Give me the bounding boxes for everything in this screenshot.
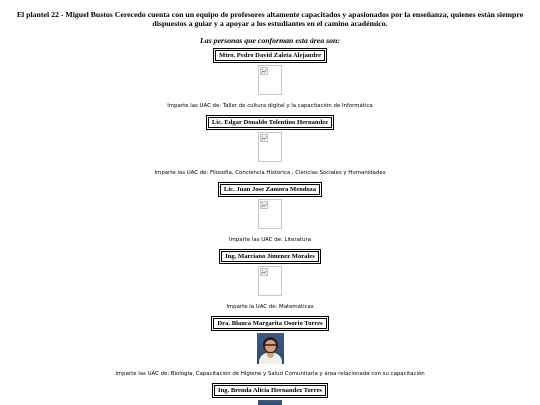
staff-subjects: Imparte la UAC de: Matemáticas <box>226 304 314 310</box>
staff-member <box>0 117 540 177</box>
staff-member <box>0 251 540 311</box>
intro-line-2: dispuestos a guiar y a apoyar a los estudiantes en el camino académico. <box>152 19 388 28</box>
staff-name: Lic. Juan Jose Zamora Mendoza <box>220 184 320 195</box>
broken-image-icon <box>260 268 268 276</box>
staff-subjects: Imparte las UAC de: Biología, Capacitación de Higiene y Salud Comunitaria y área relacionada con su capacitación <box>115 371 425 377</box>
staff-subjects: Imparte las UAC de: Filosofía, Conciencia Histórica , Ciencias Sociales y Humanidades <box>154 170 386 176</box>
staff-name: Ing. Brenda Alicia Hernandez Torres <box>214 385 326 396</box>
staff-name: Mtro. Pedro David Zaleta Alejandre <box>215 50 325 61</box>
broken-image-icon <box>258 132 282 162</box>
broken-image-icon <box>258 266 282 296</box>
staff-subjects: Imparte las UAC de: Taller de cultura digital y la capacitación de Informática <box>167 103 373 109</box>
broken-image-icon <box>260 134 268 142</box>
broken-image-icon <box>258 199 282 229</box>
staff-member <box>0 385 540 405</box>
staff-photo <box>257 333 284 364</box>
staff-name: Lic. Edgar Donaldo Tolentino Hernandez <box>208 117 332 128</box>
staff-name: Dra. Blanca Margarita Osorio Torres <box>213 318 326 329</box>
staff-member <box>0 50 540 110</box>
section-subtitle: Las personas que conforman esta área son: <box>200 36 340 45</box>
staff-subjects: Imparte las UAC de: Literatura <box>228 237 312 243</box>
broken-image-icon <box>260 67 268 75</box>
intro-paragraph <box>10 10 530 28</box>
staff-member <box>0 318 540 378</box>
broken-image-icon <box>260 201 268 209</box>
intro-line-1: El plantel 22 - Miguel Bustos Cerecedo cuenta con un equipo de profesores altamente capacitados y apasionados por la enseñanza, quienes están siempre <box>16 10 524 19</box>
broken-image-icon <box>258 65 282 95</box>
staff-photo <box>258 400 282 405</box>
staff-name: Ing. Marciano Jimenez Morales <box>221 251 319 262</box>
staff-member <box>0 184 540 244</box>
